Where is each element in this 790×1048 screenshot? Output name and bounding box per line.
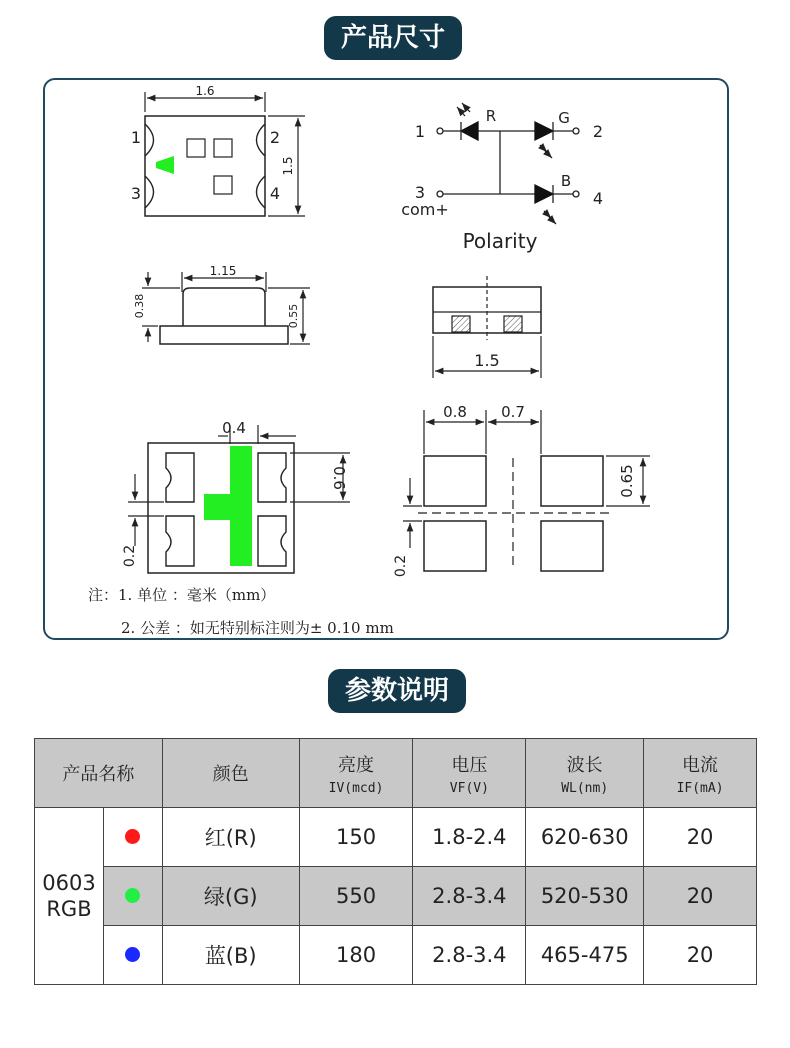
color-cell: 蓝(B) [162, 926, 299, 985]
parameter-table [34, 738, 757, 985]
pol-pin2: 2 [592, 122, 604, 141]
header-brightness: 亮度 IV(mcd) [299, 739, 413, 808]
color-dot-cell [103, 926, 162, 985]
voltage-cell: 2.8-3.4 [413, 926, 526, 985]
table-row [35, 926, 757, 985]
pol-pin3: 3 [414, 183, 426, 202]
header-color: 颜色 [162, 739, 299, 808]
polarity-diagram [401, 103, 603, 253]
pol-common: com+ [401, 200, 449, 219]
wavelength-cell: 465-475 [526, 926, 644, 985]
pol-label-g: G [558, 109, 570, 127]
wavelength-cell: 620-630 [526, 808, 644, 867]
top-pin2: 2 [269, 128, 281, 147]
top-pin3: 3 [130, 184, 142, 203]
bottom-green-tab [204, 494, 252, 520]
polarity-mark [156, 156, 174, 174]
top-width-label: 1.6 [195, 84, 215, 98]
top-view [131, 84, 305, 216]
green-dot [125, 888, 140, 903]
footprint-pad-height-label: 0.65 [618, 464, 636, 498]
side-body-height-label: 0.38 [133, 293, 146, 319]
header-voltage: 电压 VF(V) [413, 739, 526, 808]
current-cell: 20 [644, 808, 757, 867]
side-view [133, 264, 310, 344]
brightness-cell: 550 [299, 867, 413, 926]
section-title-dimensions: 产品尺寸 [324, 16, 462, 60]
color-cell: 红(R) [162, 808, 299, 867]
voltage-cell: 1.8-2.4 [413, 808, 526, 867]
top-pin1: 1 [130, 128, 142, 147]
header-name: 产品名称 [35, 739, 163, 808]
footprint-pad-width-label: 0.8 [443, 403, 467, 421]
header-wavelength: 波长 WL(nm) [526, 739, 644, 808]
current-cell: 20 [644, 926, 757, 985]
model-cell: 0603 RGB [35, 808, 104, 985]
current-cell: 20 [644, 867, 757, 926]
brightness-cell: 180 [299, 926, 413, 985]
side-total-height-label: 0.55 [287, 303, 300, 329]
side-top-width-label: 1.15 [209, 264, 237, 278]
voltage-cell: 2.8-3.4 [413, 867, 526, 926]
top-height-label: 1.5 [281, 156, 295, 176]
color-dot-cell [103, 808, 162, 867]
footprint [393, 403, 650, 577]
header-current: 电流 IF(mA) [644, 739, 757, 808]
front-width-label: 1.5 [474, 351, 500, 370]
footprint-space-label: 0.2 [393, 554, 409, 578]
table-row [35, 808, 757, 867]
bottom-pad-height-label: 0.6 [330, 466, 348, 490]
color-cell: 绿(G) [162, 867, 299, 926]
top-pin4: 4 [269, 184, 281, 203]
pol-pin4: 4 [592, 189, 604, 208]
table-header-row [35, 739, 757, 808]
pol-label-b: B [560, 172, 572, 190]
bottom-gap-label: 0.4 [222, 419, 246, 437]
front-view [433, 276, 541, 378]
pol-pin1: 1 [414, 122, 426, 141]
note-units: 注：1. 单位 ：毫米（mm） [88, 586, 276, 604]
brightness-cell: 150 [299, 808, 413, 867]
bottom-view [122, 419, 350, 573]
note-tolerance: 2. 公差 ：如无特别标注则为± 0.10 mm [121, 619, 394, 637]
footprint-gap-label: 0.7 [501, 403, 525, 421]
section-title-params: 参数说明 [328, 669, 466, 713]
blue-dot [125, 947, 140, 962]
pol-title: Polarity [462, 229, 538, 253]
color-dot-cell [103, 867, 162, 926]
bottom-space-label: 0.2 [122, 544, 138, 568]
pol-label-r: R [485, 107, 497, 125]
table-row [35, 867, 757, 926]
wavelength-cell: 520-530 [526, 867, 644, 926]
red-dot [125, 829, 140, 844]
